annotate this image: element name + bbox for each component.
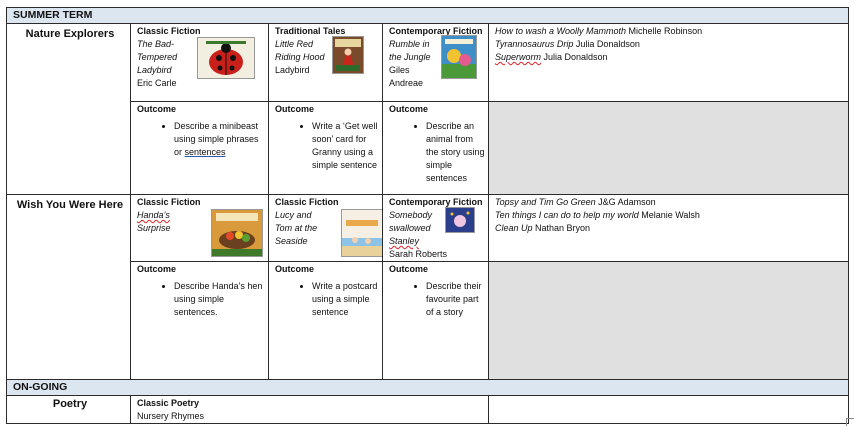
- summer-term-header: SUMMER TERM: [7, 8, 849, 24]
- book-cell: [383, 195, 489, 262]
- topic-title-wish: Wish You Were Here: [7, 195, 131, 380]
- outcome-item: • Describe Handa’s hen using simple sentences.: [174, 280, 265, 319]
- outcome-list: [137, 120, 265, 159]
- book-title: Rumble in the Jungle: [389, 39, 431, 62]
- poetry-text: Nursery Rhymes: [137, 411, 205, 421]
- outcome-item: • Describe an animal from the story using simple sentences: [426, 120, 485, 185]
- curriculum-table: [6, 7, 849, 424]
- book-author: Giles Andreae: [389, 65, 424, 88]
- ongoing-band: [7, 380, 849, 396]
- book-title: Little Red Riding Hood: [275, 39, 325, 62]
- extra-book-item: [495, 25, 845, 38]
- extra-book-title: Clean Up: [495, 223, 533, 233]
- table-row: [7, 262, 849, 380]
- extra-book-author: Julia Donaldson: [573, 39, 640, 49]
- extra-book-title: How to wash a Woolly Mammoth: [495, 26, 627, 36]
- ladybird-book-cover-image: [197, 37, 255, 79]
- outcome-heading: Outcome: [275, 104, 315, 114]
- outcome-item: [174, 120, 265, 159]
- outcome-cell: [383, 262, 489, 380]
- book-title-part: Surprise: [137, 223, 171, 233]
- book-heading: Classic Fiction: [137, 197, 201, 207]
- extra-book-title: Superworm: [495, 52, 542, 62]
- book-heading: Classic Fiction: [275, 197, 339, 207]
- poetry-cell: [131, 396, 489, 424]
- book-heading: Contemporary Fiction: [389, 26, 483, 36]
- extra-book-item: [495, 209, 845, 222]
- book-heading: Classic Fiction: [137, 26, 201, 36]
- table-row: [7, 195, 849, 262]
- extra-books-cell: [489, 24, 849, 102]
- empty-grey-cell: [489, 102, 849, 195]
- book-author: Sarah Roberts: [389, 249, 448, 259]
- extra-book-title: Ten things I can do to help my world: [495, 210, 639, 220]
- book-title-part: Somebody swallowed: [389, 210, 433, 233]
- extra-book-title: Tyrannosaurus Drip: [495, 39, 574, 49]
- extra-book-item: [495, 196, 845, 209]
- extra-book-author: J&G Adamson: [595, 197, 656, 207]
- empty-grey-cell: [489, 262, 849, 380]
- extra-book-author: Nathan Bryon: [532, 223, 591, 233]
- extra-books-cell: [489, 195, 849, 262]
- summer-term-band: [7, 8, 849, 24]
- book-heading: Contemporary Fiction: [389, 197, 483, 207]
- lucy-tom-cover-image: [341, 209, 383, 257]
- book-title-part: Handa’s: [137, 210, 170, 220]
- outcome-item: • Write a postcard using a simple sentence: [312, 280, 379, 319]
- extra-book-author: Julia Donaldson: [541, 52, 608, 62]
- topic-title-poetry: Poetry: [7, 396, 131, 424]
- outcome-cell: [383, 102, 489, 195]
- extra-book-item: [495, 38, 845, 51]
- page-corner-marker: [846, 418, 854, 426]
- book-cell: [131, 24, 269, 102]
- book-author: Eric Carle: [137, 78, 177, 88]
- extra-book-title: Topsy and Tim Go Green: [495, 197, 596, 207]
- table-row: [7, 24, 849, 102]
- outcome-heading: Outcome: [137, 104, 177, 114]
- outcome-item: • Describe their favourite part of a story: [426, 280, 485, 319]
- outcome-list: [137, 280, 265, 319]
- book-title: [389, 209, 443, 248]
- outcome-heading: Outcome: [389, 104, 429, 114]
- outcome-text: Describe a minibeast using simple phrases or: [174, 121, 259, 157]
- empty-cell: [489, 396, 849, 424]
- table-row: [7, 102, 849, 195]
- book-title: Lucy and Tom at the Seaside: [275, 210, 318, 246]
- handas-surprise-cover-image: [211, 209, 263, 257]
- table-row: [7, 396, 849, 424]
- book-title-part: Stanley: [389, 236, 420, 246]
- stanley-cover-image: [445, 207, 475, 233]
- outcome-heading: Outcome: [275, 264, 315, 274]
- book-author: Ladybird: [275, 65, 310, 75]
- extra-book-item: [495, 51, 845, 64]
- outcome-heading: Outcome: [137, 264, 177, 274]
- poetry-heading: Classic Poetry: [137, 398, 200, 408]
- outcome-list: [389, 120, 485, 185]
- outcome-list: [275, 120, 379, 172]
- outcome-list: [275, 280, 379, 319]
- book-cell: [269, 195, 383, 262]
- outcome-text-underlined: sentences: [184, 147, 226, 157]
- book-cell: [269, 24, 383, 102]
- book-cell: [383, 24, 489, 102]
- outcome-cell: [131, 262, 269, 380]
- outcome-list: [389, 280, 485, 319]
- book-title: The Bad-Tempered Ladybird: [137, 39, 178, 75]
- book-heading: Traditional Tales: [275, 26, 346, 36]
- rumble-jungle-cover-image: [441, 35, 477, 79]
- outcome-cell: [269, 262, 383, 380]
- extra-book-item: [495, 222, 845, 235]
- ongoing-header: ON-GOING: [7, 380, 849, 396]
- outcome-cell: [269, 102, 383, 195]
- book-cell: [131, 195, 269, 262]
- outcome-heading: Outcome: [389, 264, 429, 274]
- outcome-cell: [131, 102, 269, 195]
- extra-book-author: Michelle Robinson: [626, 26, 703, 36]
- topic-title-nature: Nature Explorers: [7, 24, 131, 195]
- extra-book-author: Melanie Walsh: [638, 210, 700, 220]
- outcome-item: • Write a ‘Get well soon’ card for Granny using a simple sentence: [312, 120, 379, 172]
- red-riding-hood-cover-image: [332, 36, 364, 74]
